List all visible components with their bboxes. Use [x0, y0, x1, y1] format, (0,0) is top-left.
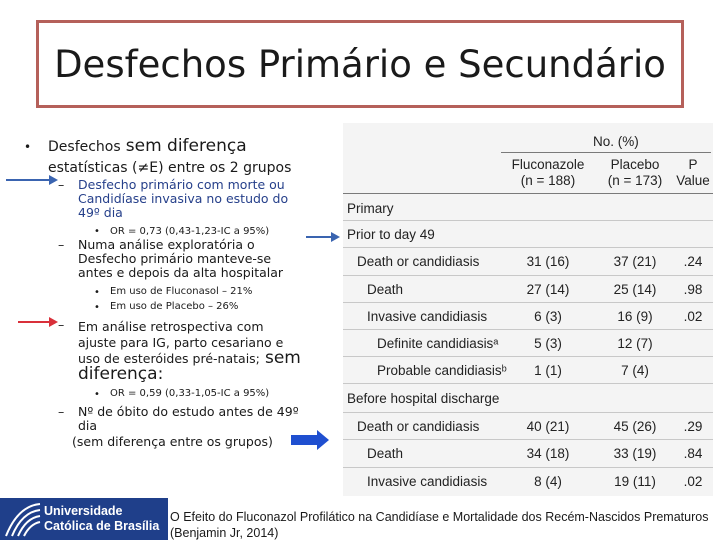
sub-bullet-3-text: Em análise retrospectiva com ajuste para IG, parto cesariano e uso de esteróides pré-natais; [78, 319, 284, 366]
sub-bullet-2: Numa análise exploratória o Desfecho primário manteve-se antes e depois da alta hospitalar [78, 237, 284, 280]
sub-bullet-2-item-1: Em uso de Fluconasol – 21% [110, 286, 253, 297]
dash: – [58, 237, 65, 252]
table-row-label: Before hospital discharge [347, 391, 500, 406]
main-bullet-emphasis: sem diferença [125, 136, 247, 156]
table-cell-fluconazole: 1 (1) [534, 363, 562, 378]
table-cell-pvalue: .98 [683, 282, 703, 297]
table-row-label: Death or candidiasis [357, 254, 480, 269]
col-header-pvalue-line1: P [688, 157, 698, 172]
sub-bullet-3-emphasis: sem diferença [78, 348, 301, 384]
results-table [343, 123, 713, 496]
row-divider [343, 356, 713, 357]
table-cell-placebo: 33 (19) [613, 446, 657, 461]
block-arrow-icon [291, 430, 331, 450]
col-header-fluconazole-line1: Fluconazole [511, 157, 585, 172]
main-bullet-text-a: Desfechos [48, 139, 121, 155]
col-header-pvalue-line2: Value [676, 173, 710, 188]
bullet-dot: • [94, 287, 100, 298]
table-cell-placebo: 12 (7) [617, 336, 653, 351]
table-cell-placebo: 45 (26) [613, 419, 657, 434]
source-caption: O Efeito do Fluconazol Profilático na Candidíase e Mortalidade dos Recém-Nascidos Prematuros (Benjamin Jr, 2014) [170, 510, 709, 540]
table-cell-pvalue: .02 [683, 309, 703, 324]
university-name-line2: Católica de Brasília [44, 519, 160, 533]
table-row-label: Death [367, 446, 404, 461]
arrow-blue-icon [306, 236, 338, 238]
bullet-dot: • [94, 226, 100, 237]
arrow-red-icon [18, 321, 56, 323]
col-header-pvalue [673, 157, 713, 189]
table-group-header: No. (%) [593, 134, 639, 149]
table-row-label: Death or candidiasis [357, 419, 480, 434]
row-divider [343, 302, 713, 303]
sub-bullet-2-item-2: Em uso de Placebo – 26% [110, 301, 239, 312]
col-header-placebo-line2: (n = 173) [607, 173, 663, 188]
row-divider [343, 275, 713, 276]
table-cell-placebo: 25 (14) [613, 282, 657, 297]
divider [343, 193, 713, 194]
col-header-fluconazole-line2: (n = 188) [520, 173, 576, 188]
table-cell-pvalue: .02 [683, 474, 703, 489]
table-row-label: Probable candidiasisᵇ [377, 363, 507, 378]
university-name [44, 504, 159, 534]
table-cell-fluconazole: 8 (4) [534, 474, 562, 489]
table-row-label: Definite candidiasisᵃ [377, 336, 499, 351]
table-cell-placebo: 16 (9) [617, 309, 653, 324]
sub-bullet-4: Nº de óbito do estudo antes de 49º dia [78, 404, 299, 433]
dash: – [58, 317, 65, 332]
row-divider [343, 439, 713, 440]
table-cell-fluconazole: 5 (3) [534, 336, 562, 351]
university-name-line1: Universidade [44, 504, 123, 518]
table-row-label: Primary [347, 201, 394, 216]
sub-bullet-4-note: (sem diferença entre os grupos) [72, 434, 273, 449]
sub-bullet-3 [78, 318, 303, 382]
col-header-fluconazole [503, 157, 593, 189]
table-row-label: Death [367, 282, 404, 297]
table-cell-fluconazole: 6 (3) [534, 309, 562, 324]
university-emblem-icon [0, 498, 44, 540]
table-row-label: Invasive candidiasis [367, 309, 488, 324]
bullet-dot: • [24, 140, 32, 154]
row-divider [343, 329, 713, 330]
bullet-dot: • [94, 389, 100, 400]
table-cell-fluconazole: 27 (14) [526, 282, 570, 297]
row-divider [343, 383, 713, 384]
row-divider [343, 220, 713, 221]
table-cell-pvalue: .29 [683, 419, 703, 434]
row-divider [343, 412, 713, 413]
table-cell-fluconazole: 31 (16) [526, 254, 570, 269]
main-bullet-text-c: estatísticas (≠E) entre os 2 grupos [48, 160, 292, 176]
table-cell-fluconazole: 34 (18) [526, 446, 570, 461]
table-cell-placebo: 7 (4) [621, 363, 649, 378]
row-divider [343, 247, 713, 248]
dash: – [58, 404, 65, 419]
bullet-dot: • [94, 302, 100, 313]
arrow-blue-icon [6, 179, 56, 181]
dash: – [58, 177, 65, 192]
title-box [36, 20, 684, 108]
table-row-label: Prior to day 49 [347, 227, 435, 242]
table-cell-pvalue: .24 [683, 254, 703, 269]
university-logo [0, 498, 168, 540]
table-cell-placebo: 37 (21) [613, 254, 657, 269]
table-cell-placebo: 19 (11) [614, 474, 656, 489]
table-cell-fluconazole: 40 (21) [526, 419, 570, 434]
main-bullet [48, 136, 318, 178]
sub-bullet-3-item: OR = 0,59 (0,33-1,05-IC a 95%) [110, 388, 270, 399]
table-row-label: Invasive candidiasis [367, 474, 488, 489]
slide-title: Desfechos Primário e Secundário [54, 42, 666, 86]
sub-bullet-1-item: OR = 0,73 (0,43-1,23-IC a 95%) [110, 226, 270, 237]
col-header-placebo-line1: Placebo [610, 157, 660, 172]
row-divider [343, 467, 713, 468]
sub-bullet-3-colon: : [157, 364, 164, 384]
sub-bullet-1: Desfecho primário com morte ou Candidíase invasiva no estudo do 49º dia [78, 177, 289, 220]
col-header-placebo [605, 157, 665, 189]
divider [501, 152, 711, 153]
table-cell-pvalue: .84 [683, 446, 703, 461]
